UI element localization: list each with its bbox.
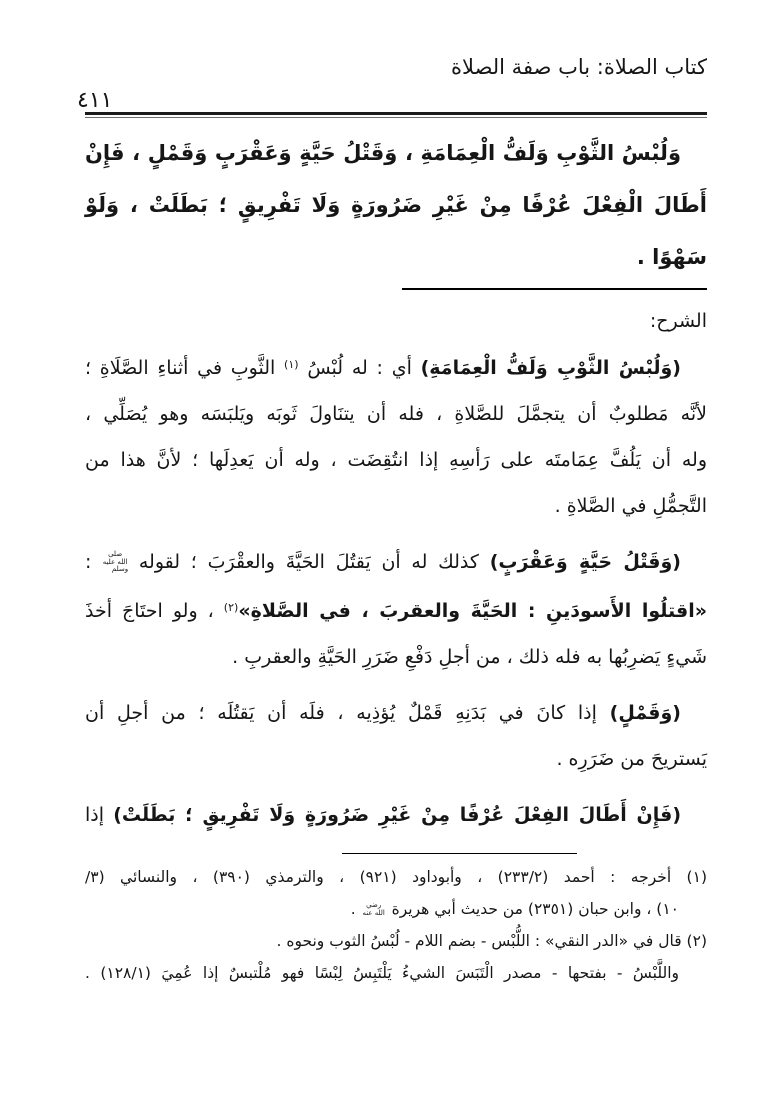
page-number: ٤١١	[77, 88, 113, 113]
footnote-line: (١) أخرجه : أحمد (٢٣٣/٢) ، وأبوداود (٩٢١) ، والترمذي (٣٩٠) ، والنسائي (٣/	[85, 868, 707, 887]
page-header	[77, 55, 707, 113]
footnote-line: واللَّبْسُ - بفتحها - مصدر الْتَبَسَ الشيءُ يَلْتَبِسُ لِبْسًا فهو مُلْتبسٌ إذا عُمِيَ (١٢٨/١) .	[85, 964, 679, 983]
sharh-heading: الشرح:	[649, 310, 707, 332]
sharh-paragraph	[85, 792, 707, 838]
matn-line: أَطَالَ الْفِعْلَ عُرْفًا مِنْ غَيْرِ ضَرُورَةٍ وَلَا تَفْرِيقٍ ؛ بَطَلَتْ ، وَلَوْ	[85, 193, 707, 217]
text-line: التَّجمُّلِ في الصَّلاةِ .	[554, 495, 707, 518]
sharh-paragraph	[85, 342, 707, 529]
text-line: شَيءٍ يَضرِبُها به فله ذلك ، من أجلِ دَفْعِ ضَرَرِ الحَيَّةِ والعقربِ .	[232, 646, 707, 669]
text-line: (وَلُبْسُ الثَّوْبِ وَلَفُّ الْعِمَامَةِ) أي : له لُبْسُ $^{(١)}$ الثَّوبِ في أثناءِ الصَّلَاةِ ؛	[85, 357, 681, 380]
text-line: «اقتلُوا الأَسودَينِ : الحَيَّةَ والعقربَ ، في الصَّلاةِ»$^{(٢)}$ ، ولو احتَاجَ أخذَ	[85, 600, 707, 623]
text-line: (وَقَمْلٍ) إذا كانَ في بَدَنِهِ قَمْلٌ يُؤذِيه ، فلَه أن يَقتُلَه ؛ من أجلِ أن	[85, 702, 681, 725]
sharh-paragraph	[85, 690, 707, 782]
sharh-block	[85, 342, 707, 838]
footnotes-block	[85, 861, 707, 989]
matn-line: سَهْوًا .	[636, 245, 707, 269]
matn-divider	[402, 288, 707, 290]
header-rule	[85, 112, 707, 118]
footnote-divider	[342, 853, 577, 854]
footnote-line: ١٠) ، وابن حبان (٢٣٥١) من حديث أبي هريرة رضي الله عنه .	[350, 900, 679, 919]
text-line: وله أن يَلُفَّ عِمَامتَه على رَأسِهِ إذا انتُقِضَت ، وله أن يَعدِلَها ؛ لأنَّ هذا من	[85, 449, 707, 472]
footnote-item	[85, 925, 707, 989]
sharh-paragraph	[85, 539, 707, 680]
matn-line: وَلُبْسُ الثَّوْبِ وَلَفُّ الْعِمَامَةِ ، وَقَتْلُ حَيَّةٍ وَعَقْرَبٍ وَقَمْلٍ ، فَإِنْ	[85, 141, 681, 165]
footnote-item	[85, 861, 707, 925]
text-line: يَستريحَ من ضَرَرِه .	[556, 748, 707, 771]
text-line: (وَقَتْلُ حَيَّةٍ وَعَقْرَبٍ) كذلك له أن يَقتُلَ الحَيَّةَ والعقْرَبَ ؛ لقوله صلى الله عليه وسلم :	[85, 550, 681, 574]
matn-block	[85, 127, 707, 283]
text-line: (فَإِنْ أَطَالَ الفِعْلَ عُرْفًا مِنْ غَيْرِ ضَرُورَةٍ وَلَا تَفْرِيقٍ ؛ بَطَلَتْ) إذا	[85, 804, 681, 827]
text-line: لأنَّه مَطلوبٌ أن يتجمَّلَ للصَّلاةِ ، فله أن يتنَاولَ ثَوبَه ويَلبَسَه وهو يُصَلِّي ،	[85, 403, 707, 426]
footnote-line: (٢) قال في «الدر النقي» : اللُّبْس - بضم اللام - لُبْسُ الثوب ونحوه .	[276, 932, 707, 951]
chapter-title: كتاب الصلاة: باب صفة الصلاة	[451, 55, 707, 79]
